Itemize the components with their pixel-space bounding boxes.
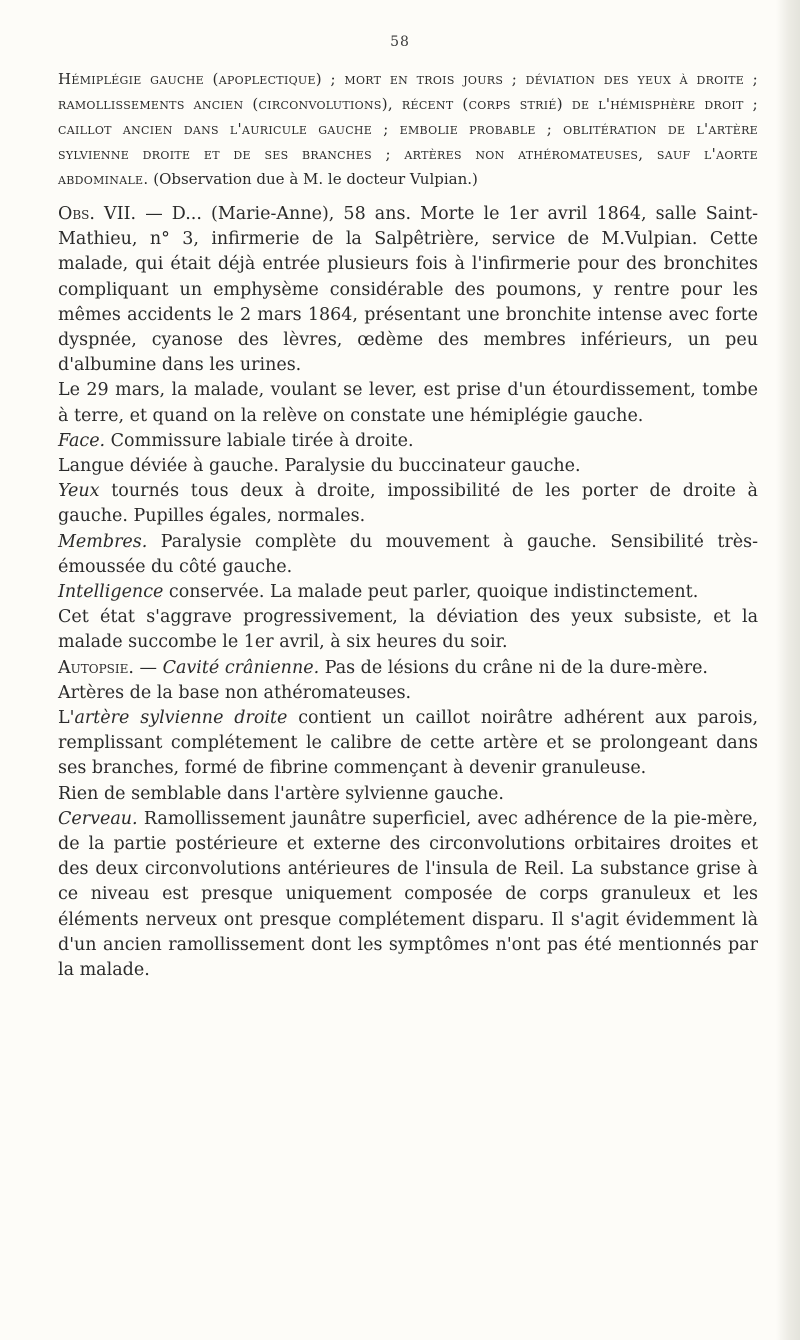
paragraph-text: contient un caillot noirâtre adhérent aux parois, remplissant complétement le calibre de cette artère et se prolongeant dans ses branches, formé de fibrine commençant à devenir granuleuse. <box>58 708 759 779</box>
section-label-intelligence: Intelligence <box>58 582 164 603</box>
paragraph-intelligence <box>58 580 758 605</box>
paragraph-prefix: L' <box>58 708 75 729</box>
section-label-eyes: Yeux <box>58 481 100 502</box>
section-label-brain: Cerveau. <box>58 808 138 829</box>
section-label-cranial-cavity: Cavité crânienne. <box>162 657 320 678</box>
paragraph-text: Langue déviée à gauche. Paralysie du buccinateur gauche. <box>58 456 581 477</box>
paragraph-text: tournés tous deux à droite, impossibilité de les porter de droite à gauche. Pupilles égales, normales. <box>58 481 758 527</box>
paragraph-left-sylvian <box>58 782 758 807</box>
paragraph-autopsy <box>58 656 758 681</box>
paragraph-text: Paralysie complète du mouvement à gauche. Sensibilité très-émoussée du côté gauche. <box>58 531 758 577</box>
case-heading <box>58 67 758 192</box>
observation-paragraph <box>58 202 758 378</box>
paragraph-eyes <box>58 479 758 529</box>
section-label-sylvian-artery: artère sylvienne droite <box>74 708 288 729</box>
page-edge-shadow <box>776 0 800 1340</box>
paragraph-limbs <box>58 530 758 580</box>
paragraph-text: Cet état s'aggrave progressivement, la déviation des yeux subsiste, et la malade succombe le 1er avril, à six heures du soir. <box>58 607 758 653</box>
paragraph-onset <box>58 378 758 428</box>
section-label-face: Face. <box>58 430 106 451</box>
paragraph-text: Ramollissement jaunâtre superficiel, avec adhérence de la pie-mère, de la partie postérieure et externe des circonvolutions orbitaires droites et des deux circonvolutions antérieures de l'insula de Reil. La substance grise à ce niveau est presque uniquement composée de corps granuleux et les éléments nerveux ont presque complétement disparu. Il s'agit évidemment là d'un ancien ramollissement dont les symptômes n'ont pas été mentionnés par la malade. <box>58 808 758 981</box>
observation-text: VII. — D... (Marie-Anne), 58 ans. Morte le 1er avril 1864, salle Saint-Mathieu, n° 3, infirmerie de la Salpêtrière, service de M.Vulpian. Cette malade, qui était déjà entrée plusieurs fois à l'infirmerie pour des bronchites compliquant un emphysème considérable des poumons, y rentre pour les mêmes accidents le 2 mars 1864, présentant une bronchite intense avec forte dyspnée, cyanose des lèvres, œdème des membres inférieurs, un peu d'albumine dans les urines. <box>58 204 758 376</box>
section-label-limbs: Membres. <box>58 531 148 552</box>
paragraph-text: Artères de la base non athéromateuses. <box>58 682 412 703</box>
paragraph-text: Le 29 mars, la malade, voulant se lever, est prise d'un étourdissement, tombe à terre, et quand on la relève on constate une hémiplégie gauche. <box>58 380 758 426</box>
observation-label: Obs. <box>58 204 95 224</box>
paragraph-tongue <box>58 454 758 479</box>
paragraph-sylvian-artery <box>58 706 758 782</box>
case-heading-smallcaps: Hémiplégie gauche (apoplectique) ; mort en trois jours ; déviation des yeux à droite ; ramollissements ancien (circonvolutions), récent (corps strié) de l'hémisphère droit ; caillot ancien dans l'auricule gauche ; embolie probable ; oblitération de l'artère sylvienne droite et de ses branches ; artères non athéromateuses, sauf l'aorte abdominale. <box>58 70 758 188</box>
paragraph-death <box>58 605 758 655</box>
paragraph-face <box>58 429 758 454</box>
page-number: 58 <box>390 34 410 50</box>
paragraph-text: Commissure labiale tirée à droite. <box>105 430 414 451</box>
paragraph-brain <box>58 807 758 983</box>
paragraph-text: — <box>133 657 163 678</box>
paragraph-text: conservée. La malade peut parler, quoique indistinctement. <box>163 582 699 603</box>
case-heading-attribution: (Observation due à M. le docteur Vulpian.) <box>148 170 478 188</box>
page-body <box>58 67 758 983</box>
paragraph-arteries-base <box>58 681 758 706</box>
paragraph-text: Pas de lésions du crâne ni de la dure-mère. <box>319 657 708 678</box>
paragraph-text: Rien de semblable dans l'artère sylvienne gauche. <box>58 783 504 804</box>
autopsy-label: Autopsie. <box>58 657 134 678</box>
